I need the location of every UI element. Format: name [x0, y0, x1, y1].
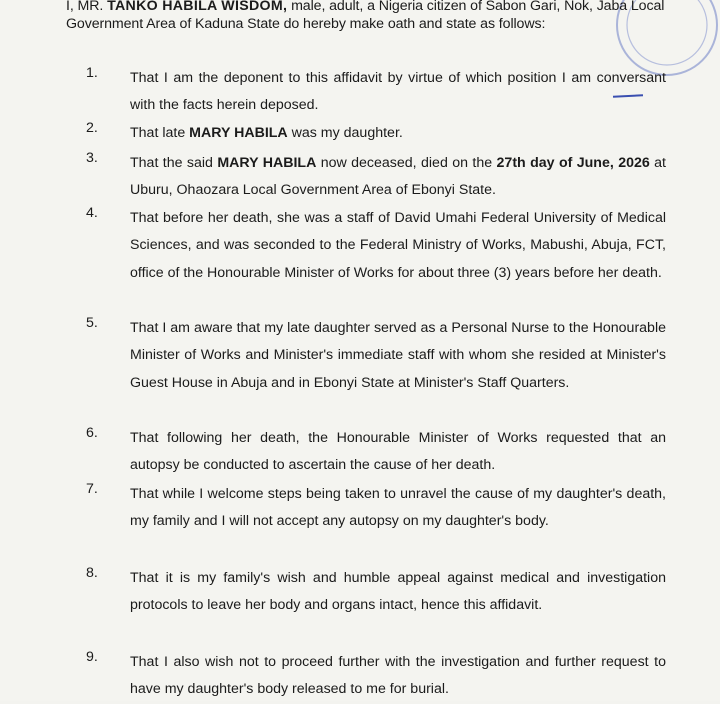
clause-text: That following her death, the Honourable Minister of Works requested that an autopsy be conducted to ascertain the cause of her death.	[130, 430, 666, 474]
clause-number: 9.	[86, 649, 98, 665]
clause-text: That it is my family's wish and humble appeal against medical and investigation protocols to leave her body and organs intact, hence this affidavit.	[130, 570, 666, 614]
clause-text: That before her death, she was a staff of David Umahi Federal University of Medical Sciences, and was seconded to the Federal Ministry of Works, Mabushi, Abuja, FCT, office of the Honourable Minister of Works for about three (3) years before her death.	[130, 210, 666, 281]
clause-number: 5.	[86, 315, 98, 331]
clause-bold-date: 27th day of June, 2026	[496, 155, 650, 171]
clause-8	[86, 565, 666, 620]
clause-bold-name: MARY HABILA	[189, 125, 288, 141]
clause-text-part: was my daughter.	[287, 125, 403, 141]
clause-number: 7.	[86, 481, 98, 497]
clause-text	[130, 120, 666, 147]
clause-text-part: That late	[130, 125, 190, 141]
intro-text: male, adult, a Nigeria citizen of Sabon Gari, Nok, Jaba Local Government Area of Kaduna State do hereby make oath and state as follows:	[66, 0, 665, 32]
clause-number: 4.	[86, 205, 98, 221]
clause-text	[130, 150, 666, 205]
clause-number: 2.	[86, 120, 98, 136]
clause-1	[86, 65, 666, 120]
clause-2	[86, 120, 666, 147]
clause-7	[86, 481, 666, 536]
clause-number: 3.	[86, 150, 98, 166]
clause-number: 8.	[86, 565, 98, 581]
clause-9	[86, 649, 666, 704]
clause-text-part: now deceased, died on the	[316, 155, 497, 171]
deponent-name: TANKO HABILA WISDOM,	[107, 0, 288, 14]
clause-text: That I also wish not to proceed further with the investigation and further request to have my daughter's body released to me for burial.	[130, 654, 666, 698]
clause-4	[86, 205, 666, 287]
clause-5	[86, 315, 666, 397]
clause-number: 6.	[86, 425, 98, 441]
intro-prefix: I, MR.	[66, 0, 108, 14]
clause-bold-name: MARY HABILA	[217, 155, 317, 171]
clause-text: That I am aware that my late daughter served as a Personal Nurse to the Honourable Minister of Works and Minister's immediate staff with whom she resided at Minister's Guest House in Abuja and in Ebonyi State at Minister's Staff Quarters.	[130, 320, 666, 391]
clause-text: That I am the deponent to this affidavit by virtue of which position I am conversant with the facts herein deposed.	[130, 70, 666, 114]
clause-text: That while I welcome steps being taken to unravel the cause of my daughter's death, my family and I will not accept any autopsy on my daughter's body.	[130, 486, 666, 530]
clause-text-part: That the said	[130, 155, 218, 171]
intro-paragraph	[66, 0, 676, 33]
clause-6	[86, 425, 666, 480]
clause-text-part: at Uburu, Ohaozara Local Government Area of Ebonyi State.	[130, 155, 666, 199]
clause-number: 1.	[86, 65, 98, 81]
clause-3	[86, 150, 666, 205]
